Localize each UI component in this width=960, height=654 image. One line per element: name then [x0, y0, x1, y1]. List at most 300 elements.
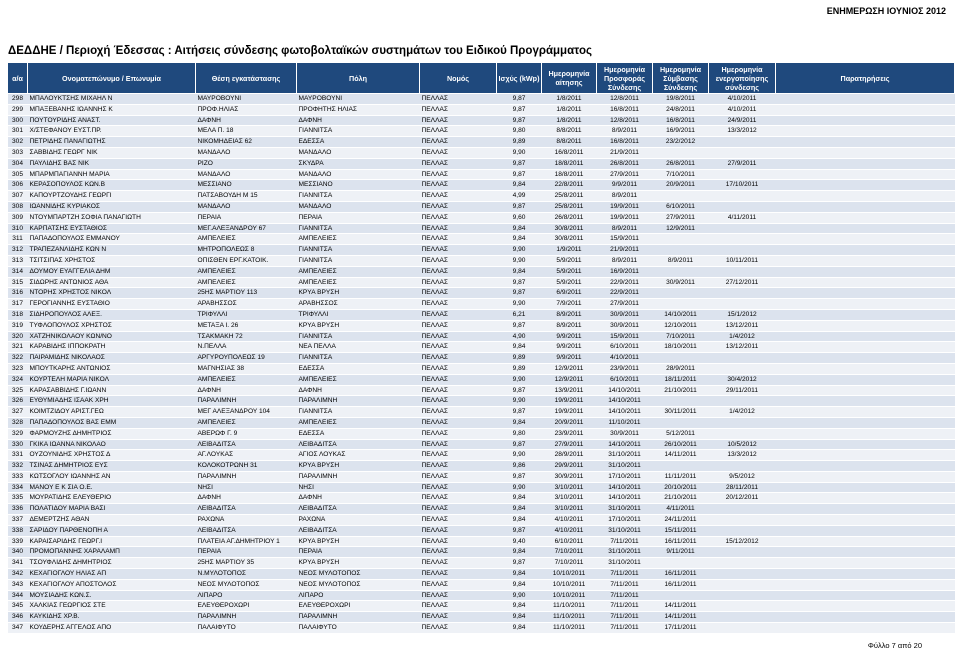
cell-application-date: 3/10/2011: [542, 482, 597, 493]
table-row: [8, 385, 955, 396]
table-row: [8, 191, 955, 202]
cell-name: ΠΟΥΤΟΥΡΙΔΗΣ ΑΝΑΣΤ.: [28, 115, 196, 126]
cell-city: ΓΙΑΝΝΙΤΣΑ: [297, 245, 420, 256]
cell-offer-date: 7/11/2011: [597, 590, 653, 601]
cell-name: ΜΠΑΞΕΒΑΝΗΣ ΙΩΑΝΝΗΣ Κ: [28, 104, 196, 115]
cell-prefecture: ΠΕΛΛΑΣ: [420, 331, 497, 342]
cell-application-date: 4/10/2011: [542, 525, 597, 536]
table-row: [8, 601, 955, 612]
cell-city: ΑΓΙΟΣ ΛΟΥΚΑΣ: [297, 450, 420, 461]
cell-city: ΓΙΑΝΝΙΤΣΑ: [297, 191, 420, 202]
cell-prefecture: ΠΕΛΛΑΣ: [420, 515, 497, 526]
cell-name: ΜΠΑΛΟΥΚΤΣΗΣ ΜΙΧΑΗΛ Ν: [28, 94, 196, 105]
cell-name: ΜΟΥΡΑΤΙΔΗΣ ΕΛΕΥΘΕΡΙΟ: [28, 493, 196, 504]
cell-offer-date: 6/10/2011: [597, 374, 653, 385]
cell-prefecture: ΠΕΛΛΑΣ: [420, 309, 497, 320]
cell-activation-date: 17/10/2011: [709, 180, 776, 191]
cell-location: ΑΜΠΕΛΕΙΕΣ: [196, 417, 297, 428]
cell-power: 9,87: [497, 471, 542, 482]
cell-offer-date: 22/9/2011: [597, 277, 653, 288]
cell-contract-date: 16/11/2011: [653, 579, 709, 590]
cell-offer-date: 14/10/2011: [597, 493, 653, 504]
cell-city: ΠΑΡΑΛΙΜΝΗ: [297, 471, 420, 482]
update-date: ΕΝΗΜΕΡΩΣΗ ΙΟΥΝΙΟΣ 2012: [826, 6, 946, 16]
cell-contract-date: 17/11/2011: [653, 623, 709, 634]
cell-prefecture: ΠΕΛΛΑΣ: [420, 601, 497, 612]
cell-power: 9,84: [497, 342, 542, 353]
cell-prefecture: ΠΕΛΛΑΣ: [420, 471, 497, 482]
cell-prefecture: ΠΕΛΛΑΣ: [420, 115, 497, 126]
cell-activation-date: [709, 547, 776, 558]
cell-contract-date: 20/9/2011: [653, 180, 709, 191]
cell-application-date: 10/10/2011: [542, 579, 597, 590]
cell-application-date: 23/9/2011: [542, 428, 597, 439]
cell-power: 9,90: [497, 255, 542, 266]
cell-contract-date: 26/10/2011: [653, 439, 709, 450]
cell-application-date: 22/8/2011: [542, 180, 597, 191]
cell-activation-date: [709, 569, 776, 580]
cell-contract-date: [653, 558, 709, 569]
cell-name: ΚΟΥΡΤΕΛΗ ΜΑΡΙΑ ΝΙΚΟΛ: [28, 374, 196, 385]
cell-prefecture: ΠΕΛΛΑΣ: [420, 407, 497, 418]
cell-contract-date: [653, 353, 709, 364]
cell-offer-date: 17/10/2011: [597, 471, 653, 482]
cell-power: 9,90: [497, 374, 542, 385]
cell-power: 9,86: [497, 461, 542, 472]
cell-city: ΚΡΥΑ ΒΡΥΣΗ: [297, 536, 420, 547]
cell-power: 9,84: [497, 579, 542, 590]
cell-location: ΚΟΛΟΚΟΤΡΩΝΗ 31: [196, 461, 297, 472]
cell-prefecture: ΠΕΛΛΑΣ: [420, 94, 497, 105]
cell-power: 9,84: [497, 180, 542, 191]
cell-remarks: [776, 342, 955, 353]
cell-application-date: 8/8/2011: [542, 126, 597, 137]
cell-location: ΛΕΙΒΑΔΙΤΣΑ: [196, 525, 297, 536]
cell-activation-date: 9/5/2012: [709, 471, 776, 482]
table-row: [8, 363, 955, 374]
table-row: [8, 137, 955, 148]
cell-contract-date: 16/9/2011: [653, 126, 709, 137]
header-aa: α/α: [8, 63, 28, 94]
cell-name: ΤΣΙΝΑΣ ΔΗΜΗΤΡΙΟΣ ΕΥΣ: [28, 461, 196, 472]
cell-activation-date: [709, 223, 776, 234]
cell-application-date: 12/9/2011: [542, 374, 597, 385]
cell-power: 9,87: [497, 558, 542, 569]
cell-contract-date: 21/10/2011: [653, 493, 709, 504]
cell-city: ΣΚΥΔΡΑ: [297, 158, 420, 169]
cell-application-date: 7/10/2011: [542, 558, 597, 569]
cell-activation-date: 15/1/2012: [709, 309, 776, 320]
cell-offer-date: 8/9/2011: [597, 126, 653, 137]
cell-offer-date: 14/10/2011: [597, 482, 653, 493]
cell-contract-date: 20/10/2011: [653, 482, 709, 493]
cell-name: ΚΟΥΔΕΡΗΣ ΑΓΓΕΛΟΣ ΑΠΟ: [28, 623, 196, 634]
cell-prefecture: ΠΕΛΛΑΣ: [420, 255, 497, 266]
cell-offer-date: 31/10/2011: [597, 504, 653, 515]
table-row: [8, 147, 955, 158]
cell-prefecture: ΠΕΛΛΑΣ: [420, 169, 497, 180]
cell-city: ΑΜΠΕΛΕΙΕΣ: [297, 417, 420, 428]
cell-aa: 299: [8, 104, 28, 115]
table-row: [8, 201, 955, 212]
cell-prefecture: ΠΕΛΛΑΣ: [420, 288, 497, 299]
cell-prefecture: ΠΕΛΛΑΣ: [420, 396, 497, 407]
cell-application-date: 30/9/2011: [542, 471, 597, 482]
cell-contract-date: 14/10/2011: [653, 309, 709, 320]
cell-aa: 302: [8, 137, 28, 148]
cell-remarks: [776, 579, 955, 590]
cell-aa: 347: [8, 623, 28, 634]
cell-remarks: [776, 94, 955, 105]
cell-remarks: [776, 191, 955, 202]
cell-location: ΛΕΙΒΑΔΙΤΣΑ: [196, 504, 297, 515]
cell-power: 9,80: [497, 126, 542, 137]
table-row: [8, 515, 955, 526]
cell-aa: 311: [8, 234, 28, 245]
table-row: [8, 255, 955, 266]
cell-activation-date: 27/12/2011: [709, 277, 776, 288]
cell-aa: 301: [8, 126, 28, 137]
cell-name: ΣΙΔΩΡΗΣ ΑΝΤΩΝΙΟΣ ΑΘΑ: [28, 277, 196, 288]
cell-activation-date: 28/11/2011: [709, 482, 776, 493]
cell-remarks: [776, 504, 955, 515]
cell-aa: 332: [8, 461, 28, 472]
cell-remarks: [776, 374, 955, 385]
cell-aa: 331: [8, 450, 28, 461]
cell-offer-date: 16/8/2011: [597, 104, 653, 115]
cell-application-date: 5/9/2011: [542, 255, 597, 266]
cell-name: ΝΤΟΥΜΠΑΡΤΖΗ ΣΟΦΙΑ ΠΑΝΑΓΙΩΤΗ: [28, 212, 196, 223]
cell-application-date: 10/10/2011: [542, 590, 597, 601]
cell-location: ΑΡΓΥΡΟΥΠΟΛΕΩΣ 19: [196, 353, 297, 364]
cell-contract-date: 11/11/2011: [653, 471, 709, 482]
cell-contract-date: [653, 417, 709, 428]
cell-name: ΓΚΙΚΑ ΙΩΑΝΝΑ ΝΙΚΟΛΑΟ: [28, 439, 196, 450]
cell-power: 9,87: [497, 201, 542, 212]
cell-contract-date: [653, 590, 709, 601]
cell-location: ΑΜΠΕΛΕΙΕΣ: [196, 266, 297, 277]
cell-remarks: [776, 601, 955, 612]
table-row: [8, 590, 955, 601]
cell-activation-date: [709, 590, 776, 601]
table-row: [8, 396, 955, 407]
cell-offer-date: 31/10/2011: [597, 525, 653, 536]
cell-offer-date: 9/9/2011: [597, 180, 653, 191]
cell-prefecture: ΠΕΛΛΑΣ: [420, 385, 497, 396]
cell-city: ΓΙΑΝΝΙΤΣΑ: [297, 126, 420, 137]
cell-aa: 305: [8, 169, 28, 180]
table-row: [8, 374, 955, 385]
cell-city: ΛΙΠΑΡΟ: [297, 590, 420, 601]
cell-offer-date: 21/9/2011: [597, 245, 653, 256]
cell-application-date: 29/9/2011: [542, 461, 597, 472]
table-body: [8, 94, 955, 634]
cell-aa: 319: [8, 320, 28, 331]
cell-prefecture: ΠΕΛΛΑΣ: [420, 569, 497, 580]
cell-offer-date: 30/9/2011: [597, 309, 653, 320]
cell-remarks: [776, 212, 955, 223]
cell-offer-date: 7/11/2011: [597, 536, 653, 547]
cell-application-date: 25/8/2011: [542, 191, 597, 202]
cell-name: ΤΥΦΛΟΠΟΥΛΟΣ ΧΡΗΣΤΟΣ: [28, 320, 196, 331]
table-row: [8, 482, 955, 493]
cell-power: 9,87: [497, 277, 542, 288]
cell-aa: 309: [8, 212, 28, 223]
cell-location: ΜΕΓ ΑΛΕΞΑΝΔΡΟΥ 104: [196, 407, 297, 418]
cell-aa: 333: [8, 471, 28, 482]
cell-power: 9,87: [497, 169, 542, 180]
cell-city: ΠΑΡΑΛΙΜΝΗ: [297, 612, 420, 623]
cell-location: ΡΙΖΟ: [196, 158, 297, 169]
header-offer-date: Ημερομηνία Προσφοράς Σύνδεσης: [597, 63, 653, 94]
cell-city: ΛΕΙΒΑΔΙΤΣΑ: [297, 525, 420, 536]
cell-power: 9,84: [497, 569, 542, 580]
table-row: [8, 158, 955, 169]
cell-aa: 313: [8, 255, 28, 266]
cell-city: ΜΑΝΔΑΛΟ: [297, 169, 420, 180]
cell-location: ΠΑΡΑΛΙΜΝΗ: [196, 471, 297, 482]
cell-city: ΠΑΡΑΛΙΜΝΗ: [297, 396, 420, 407]
cell-location: ΝΕΟΣ ΜΥΛΟΤΟΠΟΣ: [196, 579, 297, 590]
cell-contract-date: 18/10/2011: [653, 342, 709, 353]
cell-offer-date: 14/10/2011: [597, 407, 653, 418]
cell-offer-date: 12/8/2011: [597, 94, 653, 105]
cell-remarks: [776, 147, 955, 158]
cell-prefecture: ΠΕΛΛΑΣ: [420, 104, 497, 115]
cell-name: ΠΑΥΛΙΔΗΣ ΒΑΣ ΝΙΚ: [28, 158, 196, 169]
cell-name: ΤΣΟΥΦΛΙΔΗΣ ΔΗΜΗΤΡΙΟΣ: [28, 558, 196, 569]
cell-prefecture: ΠΕΛΛΑΣ: [420, 482, 497, 493]
cell-city: ΕΔΕΣΣΑ: [297, 137, 420, 148]
cell-power: 9,89: [497, 353, 542, 364]
cell-name: ΟΥΖΟΥΝΙΔΗΣ ΧΡΗΣΤΟΣ Δ: [28, 450, 196, 461]
cell-aa: 327: [8, 407, 28, 418]
cell-aa: 328: [8, 417, 28, 428]
cell-remarks: [776, 525, 955, 536]
cell-application-date: 9/9/2011: [542, 331, 597, 342]
cell-location: ΔΑΦΝΗ: [196, 493, 297, 504]
cell-prefecture: ΠΕΛΛΑΣ: [420, 342, 497, 353]
cell-offer-date: 16/8/2011: [597, 137, 653, 148]
cell-remarks: [776, 309, 955, 320]
cell-remarks: [776, 137, 955, 148]
cell-city: ΤΡΙΦΥΛΛΙ: [297, 309, 420, 320]
cell-activation-date: [709, 504, 776, 515]
cell-offer-date: 22/9/2011: [597, 288, 653, 299]
cell-city: ΓΙΑΝΝΙΤΣΑ: [297, 223, 420, 234]
cell-remarks: [776, 450, 955, 461]
cell-contract-date: 16/11/2011: [653, 569, 709, 580]
cell-aa: 341: [8, 558, 28, 569]
cell-aa: 336: [8, 504, 28, 515]
table-row: [8, 212, 955, 223]
cell-activation-date: 13/3/2012: [709, 450, 776, 461]
cell-offer-date: 17/10/2011: [597, 515, 653, 526]
table-row: [8, 126, 955, 137]
cell-application-date: 30/8/2011: [542, 223, 597, 234]
cell-location: ΑΡΑΒΗΣΣΟΣ: [196, 299, 297, 310]
table-row: [8, 558, 955, 569]
cell-activation-date: [709, 623, 776, 634]
cell-offer-date: 30/9/2011: [597, 428, 653, 439]
cell-aa: 316: [8, 288, 28, 299]
cell-contract-date: 24/8/2011: [653, 104, 709, 115]
cell-name: ΠΑΠΑΔΟΠΟΥΛΟΣ ΒΑΣ ΕΜΜ: [28, 417, 196, 428]
cell-offer-date: 14/10/2011: [597, 385, 653, 396]
cell-application-date: 8/9/2011: [542, 320, 597, 331]
cell-power: 9,90: [497, 147, 542, 158]
cell-power: 9,84: [497, 515, 542, 526]
cell-city: ΜΑΝΔΑΛΟ: [297, 147, 420, 158]
cell-contract-date: [653, 234, 709, 245]
cell-name: Χ/ΣΤΕΦΑΝΟΥ ΕΥΣΤ.ΠΡ.: [28, 126, 196, 137]
cell-activation-date: 13/3/2012: [709, 126, 776, 137]
cell-city: ΚΡΥΑ ΒΡΥΣΗ: [297, 288, 420, 299]
cell-aa: 345: [8, 601, 28, 612]
cell-power: 9,84: [497, 266, 542, 277]
cell-application-date: 7/9/2011: [542, 299, 597, 310]
cell-application-date: 6/9/2011: [542, 288, 597, 299]
cell-name: ΤΡΑΠΕΖΑΝΛΙΔΗΣ ΚΩΝ Ν: [28, 245, 196, 256]
table-row: [8, 417, 955, 428]
cell-power: 9,87: [497, 439, 542, 450]
cell-contract-date: [653, 299, 709, 310]
cell-offer-date: 21/9/2011: [597, 147, 653, 158]
cell-power: 9,87: [497, 288, 542, 299]
cell-prefecture: ΠΕΛΛΑΣ: [420, 180, 497, 191]
cell-activation-date: 4/10/2011: [709, 104, 776, 115]
cell-city: ΕΔΕΣΣΑ: [297, 428, 420, 439]
cell-remarks: [776, 515, 955, 526]
cell-city: ΓΙΑΝΝΙΤΣΑ: [297, 255, 420, 266]
cell-application-date: 13/9/2011: [542, 385, 597, 396]
cell-location: ΠΑΤΣΑΒΟΥΔΗ Μ 15: [196, 191, 297, 202]
cell-aa: 325: [8, 385, 28, 396]
cell-activation-date: 10/5/2012: [709, 439, 776, 450]
cell-name: ΧΑΛΚΙΑΣ ΓΕΩΡΓΙΟΣ ΣΤΕ: [28, 601, 196, 612]
cell-offer-date: 31/10/2011: [597, 461, 653, 472]
cell-city: ΝΗΣΙ: [297, 482, 420, 493]
table-row: [8, 450, 955, 461]
cell-activation-date: [709, 579, 776, 590]
cell-aa: 304: [8, 158, 28, 169]
cell-city: ΜΑΝΔΑΛΟ: [297, 201, 420, 212]
cell-contract-date: 6/10/2011: [653, 201, 709, 212]
cell-offer-date: 16/9/2011: [597, 266, 653, 277]
cell-location: ΠΑΛΑΙΦΥΤΟ: [196, 623, 297, 634]
cell-application-date: 3/10/2011: [542, 504, 597, 515]
cell-application-date: 27/9/2011: [542, 439, 597, 450]
cell-application-date: 25/8/2011: [542, 201, 597, 212]
cell-activation-date: [709, 558, 776, 569]
cell-aa: 298: [8, 94, 28, 105]
cell-prefecture: ΠΕΛΛΑΣ: [420, 579, 497, 590]
cell-prefecture: ΠΕΛΛΑΣ: [420, 137, 497, 148]
cell-city: ΠΕΡΑΙΑ: [297, 212, 420, 223]
cell-application-date: 9/9/2011: [542, 342, 597, 353]
cell-city: ΠΡΟΦΗΤΗΣ ΗΛΙΑΣ: [297, 104, 420, 115]
table-row: [8, 612, 955, 623]
cell-contract-date: 15/11/2011: [653, 525, 709, 536]
cell-prefecture: ΠΕΛΛΑΣ: [420, 493, 497, 504]
cell-remarks: [776, 331, 955, 342]
table-row: [8, 94, 955, 105]
cell-aa: 300: [8, 115, 28, 126]
cell-city: ΔΑΦΝΗ: [297, 115, 420, 126]
cell-application-date: 1/8/2011: [542, 115, 597, 126]
cell-name: ΚΑΥΚΙΔΗΣ ΧΡ.Β.: [28, 612, 196, 623]
cell-name: ΔΕΜΕΡΤΖΗΣ ΑΘΑΝ: [28, 515, 196, 526]
cell-offer-date: 31/10/2011: [597, 547, 653, 558]
cell-activation-date: 13/12/2011: [709, 320, 776, 331]
header-prefecture: Νομός: [420, 63, 497, 94]
cell-activation-date: 29/11/2011: [709, 385, 776, 396]
cell-activation-date: 10/11/2011: [709, 255, 776, 266]
cell-name: ΚΕΧΑΓΙΟΓΛΟΥ ΑΠΟΣΤΟΛΟΣ: [28, 579, 196, 590]
cell-contract-date: 14/11/2011: [653, 612, 709, 623]
cell-contract-date: [653, 288, 709, 299]
table-row: [8, 547, 955, 558]
cell-contract-date: 12/10/2011: [653, 320, 709, 331]
cell-name: ΓΕΡΟΓΙΑΝΝΗΣ ΕΥΣΤΑΘΙΟ: [28, 299, 196, 310]
cell-contract-date: [653, 461, 709, 472]
cell-remarks: [776, 428, 955, 439]
table-row: [8, 299, 955, 310]
cell-name: ΚΑΡΠΑΤΣΗΣ ΕΥΣΤΑΘΙΟΣ: [28, 223, 196, 234]
cell-city: ΡΑΧΩΝΑ: [297, 515, 420, 526]
cell-location: ΜΑΝΔΑΛΟ: [196, 147, 297, 158]
cell-power: 9,90: [497, 590, 542, 601]
cell-name: ΜΠΟΥΤΚΑΡΗΣ ΑΝΤΩΝΙΟΣ: [28, 363, 196, 374]
cell-activation-date: 1/4/2012: [709, 407, 776, 418]
cell-city: ΛΕΙΒΑΔΙΤΣΑ: [297, 439, 420, 450]
cell-location: ΑΒΕΡΩΦ Γ. 9: [196, 428, 297, 439]
cell-location: ΜΑΥΡΟΒΟΥΝΙ: [196, 94, 297, 105]
cell-offer-date: 6/10/2011: [597, 342, 653, 353]
cell-power: 9,87: [497, 320, 542, 331]
cell-aa: 315: [8, 277, 28, 288]
cell-power: 9,90: [497, 396, 542, 407]
cell-remarks: [776, 385, 955, 396]
cell-city: ΝΕΟΣ ΜΥΛΟΤΟΠΟΣ: [297, 579, 420, 590]
cell-contract-date: 16/8/2011: [653, 115, 709, 126]
cell-prefecture: ΠΕΛΛΑΣ: [420, 277, 497, 288]
cell-remarks: [776, 590, 955, 601]
cell-application-date: 6/10/2011: [542, 536, 597, 547]
cell-power: 9,90: [497, 245, 542, 256]
cell-location: ΜΑΝΔΑΛΟ: [196, 201, 297, 212]
cell-offer-date: 7/11/2011: [597, 623, 653, 634]
cell-aa: 303: [8, 147, 28, 158]
cell-contract-date: 19/8/2011: [653, 94, 709, 105]
cell-offer-date: 8/9/2011: [597, 223, 653, 234]
cell-remarks: [776, 482, 955, 493]
cell-location: ΔΑΦΝΗ: [196, 115, 297, 126]
cell-prefecture: ΠΕΛΛΑΣ: [420, 234, 497, 245]
cell-activation-date: 24/9/2011: [709, 115, 776, 126]
cell-name: ΣΙΔΗΡΟΠΟΥΛΟΣ ΑΛΕΞ.: [28, 309, 196, 320]
cell-location: ΡΑΧΩΝΑ: [196, 515, 297, 526]
cell-name: ΚΕΧΑΓΙΟΓΛΟΥ ΗΛΙΑΣ ΑΠ: [28, 569, 196, 580]
cell-power: 9,87: [497, 385, 542, 396]
cell-activation-date: 27/9/2011: [709, 158, 776, 169]
cell-application-date: 28/9/2011: [542, 450, 597, 461]
cell-city: ΚΡΥΑ ΒΡΥΣΗ: [297, 461, 420, 472]
cell-offer-date: 27/9/2011: [597, 299, 653, 310]
cell-offer-date: 30/9/2011: [597, 320, 653, 331]
cell-activation-date: [709, 612, 776, 623]
cell-remarks: [776, 277, 955, 288]
